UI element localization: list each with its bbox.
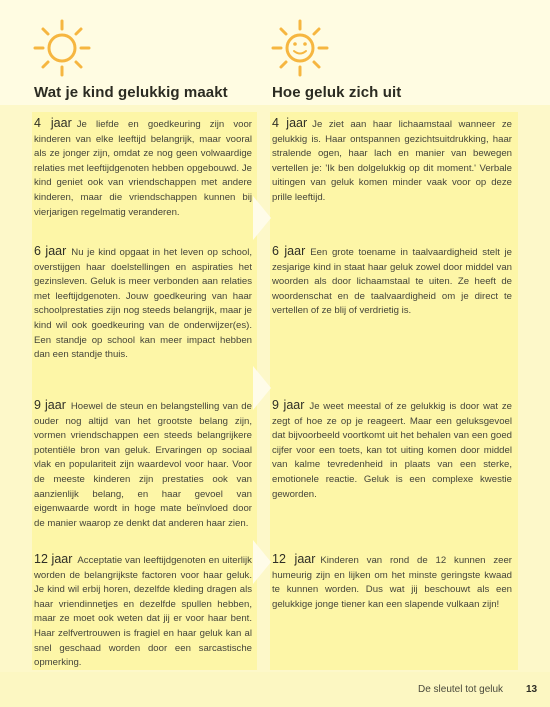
left-column-title: Wat je kind gelukkig maakt bbox=[34, 84, 228, 101]
block-text: Een grote toename in taalvaardigheid stelt je zesjarige kind in staat haar geluk zowel door middel van woorden als door lichaamstaal te uiten. Ze heeft de woordenschat en de taalvaardigheid om je direct te vertellen of ze blij of verdrietig is. bbox=[272, 247, 512, 317]
left-block-6-jaar bbox=[34, 244, 252, 363]
right-block-12-jaar bbox=[272, 552, 512, 612]
page-number: 13 bbox=[526, 684, 538, 695]
smiling-sun-icon bbox=[270, 18, 330, 78]
age-label: 12 jaar bbox=[272, 552, 316, 566]
age-label: 9 jaar bbox=[34, 398, 66, 412]
right-block-4-jaar bbox=[272, 116, 512, 206]
sun-icon bbox=[32, 18, 92, 78]
divider-arrow bbox=[253, 196, 271, 240]
block-text: Nu je kind opgaat in het leven op school, overstijgen haar doelstellingen en aspiraties het gezinsleven. Geluk is meer verbonden aan relaties met leeftijdgenoten. Jouw goedkeuring van haar schoolprestaties zijn nog steeds belangrijk, maar je kind wil ook goedkeuring van de onderwijzer(es). Een standje op school kan meer impact hebben dan een standje thuis. bbox=[34, 247, 252, 361]
divider-arrow bbox=[253, 540, 271, 584]
age-label: 12 jaar bbox=[34, 552, 73, 566]
block-text: Je ziet aan haar lichaamstaal wanneer ze gelukkig is. Haar ontspannen gezichtsuitdrukking, haar stralende ogen, haar lach en manier van bewegen vertellen je: 'Ik ben dolgelukkig op dit moment.' Verbale uitingen van geluk komen minder vaak voor op deze prille leeftijd. bbox=[272, 119, 512, 203]
age-label: 4 jaar bbox=[272, 116, 308, 130]
footer-running-title: De sleutel tot geluk bbox=[418, 684, 504, 695]
age-label: 6 jaar bbox=[34, 244, 67, 258]
age-label: 9 jaar bbox=[272, 398, 305, 412]
left-block-9-jaar bbox=[34, 398, 252, 531]
block-text: Je liefde en goedkeuring zijn voor kinderen van elke leeftijd belangrijk, maar vooral als ze jonger zijn, omdat ze nog geen volwaardige relaties met leeftijdgenoten hebben opgebouwd. Je kind geniet ook van vriendschappen met andere kinderen, maar die vriendschappen kunnen bij vierjarigen regelmatig veranderen. bbox=[34, 119, 252, 218]
left-block-4-jaar bbox=[34, 116, 252, 220]
age-label: 6 jaar bbox=[272, 244, 306, 258]
right-block-6-jaar bbox=[272, 244, 512, 319]
block-text: Acceptatie van leeftijdgenoten en uiterlijk worden de belangrijkste factoren voor haar geluk. Je kind wil erbij horen, dezelfde kleding dragen als haar vriendinnetjes en dezelfde spullen hebben, maar ze moet ook weten dat jij er voor haar bent. Haar zelfvertrouwen is fragiel en haar geluk kan al snel geschaad worden door een sarcastische opmerking. bbox=[34, 555, 252, 669]
block-text: Je weet meestal of ze gelukkig is door wat ze zegt of hoe ze op je reageert. Maar een geluksgevoel dat bijvoorbeeld voortkomt uit het behalen van een goed cijfer voor een toets, kan tot uiting komen door middel van kalme tevredenheid in plaats van een sterke, emotionele reactie. Geluk is een complexe kwestie geworden. bbox=[272, 401, 512, 500]
left-block-12-jaar bbox=[34, 552, 252, 671]
age-label: 4 jaar bbox=[34, 116, 72, 130]
divider-arrow bbox=[253, 366, 271, 410]
block-text: Hoewel de steun en belangstelling van de ouder nog altijd van het grootste belang zijn, vormen vriendschappen een steeds belangrijkere potentiële bron van geluk. Ervaringen op sociaal vlak en populariteit zijn waardevol voor haar. Voor de meeste kinderen zijn prestaties ook van aanzienlijk belang, en haar gevoel van eigenwaarde wordt in hoge mate beïnvloed door de manier waarop ze denkt dat anderen haar zien. bbox=[34, 401, 252, 529]
right-column-title: Hoe geluk zich uit bbox=[272, 84, 402, 101]
right-block-9-jaar bbox=[272, 398, 512, 502]
block-text: Kinderen van rond de 12 kunnen zeer humeurig zijn en lijken om het minste geringste kwaad te kunnen worden. Dus wat jij beschouwt als een gelukkige jonge tiener kan een slapende vulkaan zijn! bbox=[272, 555, 512, 610]
